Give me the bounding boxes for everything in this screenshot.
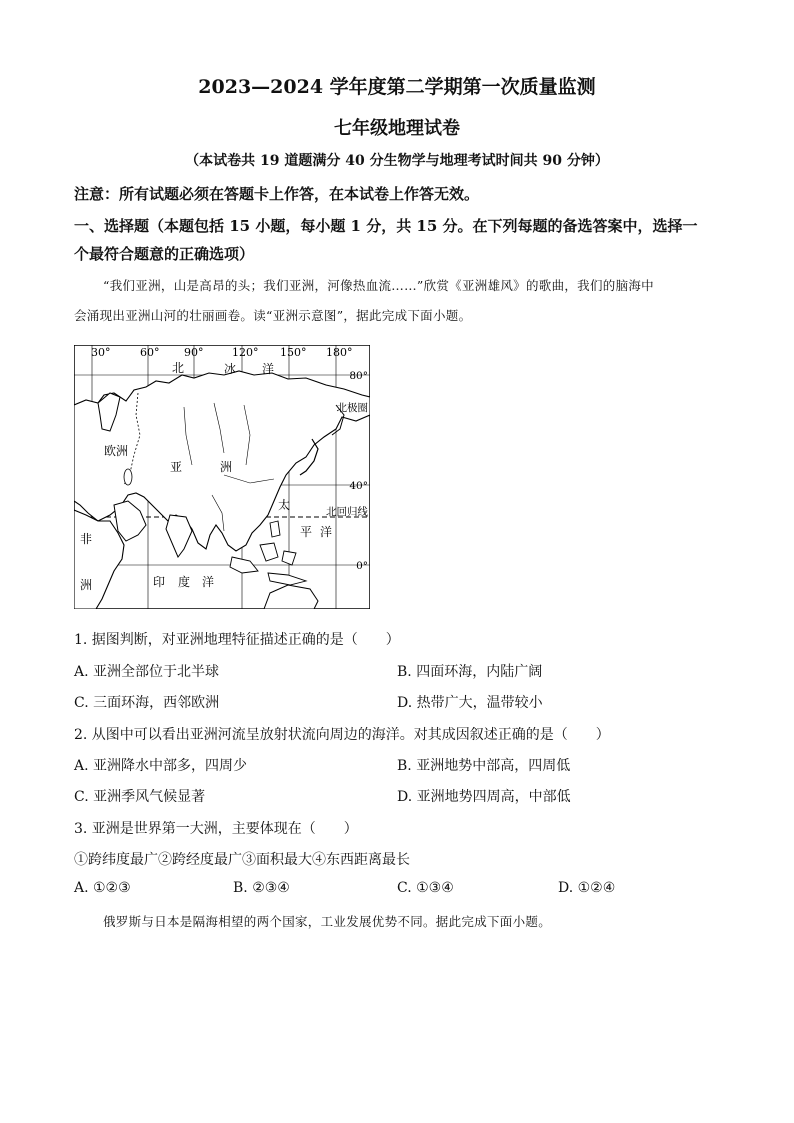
label-asia-2: 洲 <box>220 460 233 474</box>
lat-label-80: 80° <box>349 370 368 382</box>
exam-title: 2023—2024 学年度第二学期第一次质量监测 <box>198 76 596 98</box>
q3-option-c[interactable]: C. ①③④ <box>397 880 454 896</box>
lat-label-tropic: 北回归线 <box>326 506 368 518</box>
q2-option-d[interactable]: D. 亚洲地势四周高，中部低 <box>397 789 571 805</box>
label-pacific-2: 平 <box>300 525 313 539</box>
exam-info: （本试卷共 19 道题满分 40 分生物学与地理考试时间共 90 分钟） <box>185 153 609 169</box>
q3-stem: 3. 亚洲是世界第一大洲，主要体现在（ ） <box>74 821 358 837</box>
lat-label-arctic: 北极圈 <box>336 402 368 414</box>
label-indian-2: 度 <box>178 575 191 589</box>
q2-option-a[interactable]: A. 亚洲降水中部多，四周少 <box>74 758 248 774</box>
lon-label-60: 60° <box>140 346 160 359</box>
label-africa-2: 洲 <box>80 578 93 592</box>
lat-label-40: 40° <box>349 480 368 492</box>
label-indian-3: 洋 <box>202 575 215 589</box>
label-arctic-3: 洋 <box>262 362 275 376</box>
label-indian-1: 印 <box>153 575 166 589</box>
exam-subtitle: 七年级地理试卷 <box>334 118 460 139</box>
lat-label-0: 0° <box>356 560 368 572</box>
q3-option-d[interactable]: D. ①②④ <box>558 880 616 896</box>
q2-option-b[interactable]: B. 亚洲地势中部高，四周低 <box>397 758 571 774</box>
asia-map <box>74 345 370 609</box>
label-arctic-2: 冰 <box>224 362 237 376</box>
label-africa-1: 非 <box>80 532 93 546</box>
lon-label-180: 180° <box>326 346 353 359</box>
label-asia-1: 亚 <box>170 460 183 474</box>
q1-option-d[interactable]: D. 热带广大，温带较小 <box>397 695 543 711</box>
notice: 注意：所有试题必须在答题卡上作答，在本试卷上作答无效。 <box>74 185 480 203</box>
q2-option-c[interactable]: C. 亚洲季风气候显著 <box>74 789 206 805</box>
q1-option-a[interactable]: A. 亚洲全部位于北半球 <box>74 664 220 680</box>
passage1-line2: 会涌现出亚洲山河的壮丽画卷。读“亚洲示意图”，据此完成下面小题。 <box>74 308 472 323</box>
q3-option-a[interactable]: A. ①②③ <box>74 880 131 896</box>
lon-label-150: 150° <box>280 346 307 359</box>
q3-option-b[interactable]: B. ②③④ <box>233 880 290 896</box>
passage1-line1: “我们亚洲，山是高昂的头；我们亚洲，河像热血流……”欣赏《亚洲雄风》的歌曲，我们的脑海中 <box>103 278 654 293</box>
label-arctic-1: 北 <box>172 361 185 375</box>
section-heading-line1: 一、选择题（本题包括 15 小题，每小题 1 分，共 15 分。在下列每题的备选答案中，选择一 <box>74 217 698 235</box>
q1-stem: 1. 据图判断，对亚洲地理特征描述正确的是（ ） <box>74 632 400 648</box>
lon-label-30: 30° <box>91 346 111 359</box>
q1-option-b[interactable]: B. 四面环海，内陆广阔 <box>397 664 543 680</box>
label-pacific-1: 太 <box>278 498 291 512</box>
label-europe: 欧洲 <box>104 444 129 458</box>
section-heading-line2: 个最符合题意的正确选项） <box>74 245 255 263</box>
q1-option-c[interactable]: C. 三面环海，西邻欧洲 <box>74 695 220 711</box>
lon-label-120: 120° <box>232 346 259 359</box>
passage2-line1: 俄罗斯与日本是隔海相望的两个国家，工业发展优势不同。据此完成下面小题。 <box>103 914 552 929</box>
caspian-sea <box>124 469 132 485</box>
q3-statements: ①跨纬度最广②跨经度最广③面积最大④东西距离最长 <box>74 852 410 868</box>
lon-label-90: 90° <box>184 346 204 359</box>
label-pacific-3: 洋 <box>320 525 333 539</box>
q2-stem: 2. 从图中可以看出亚洲河流呈放射状流向周边的海洋。对其成因叙述正确的是（ ） <box>74 727 610 743</box>
